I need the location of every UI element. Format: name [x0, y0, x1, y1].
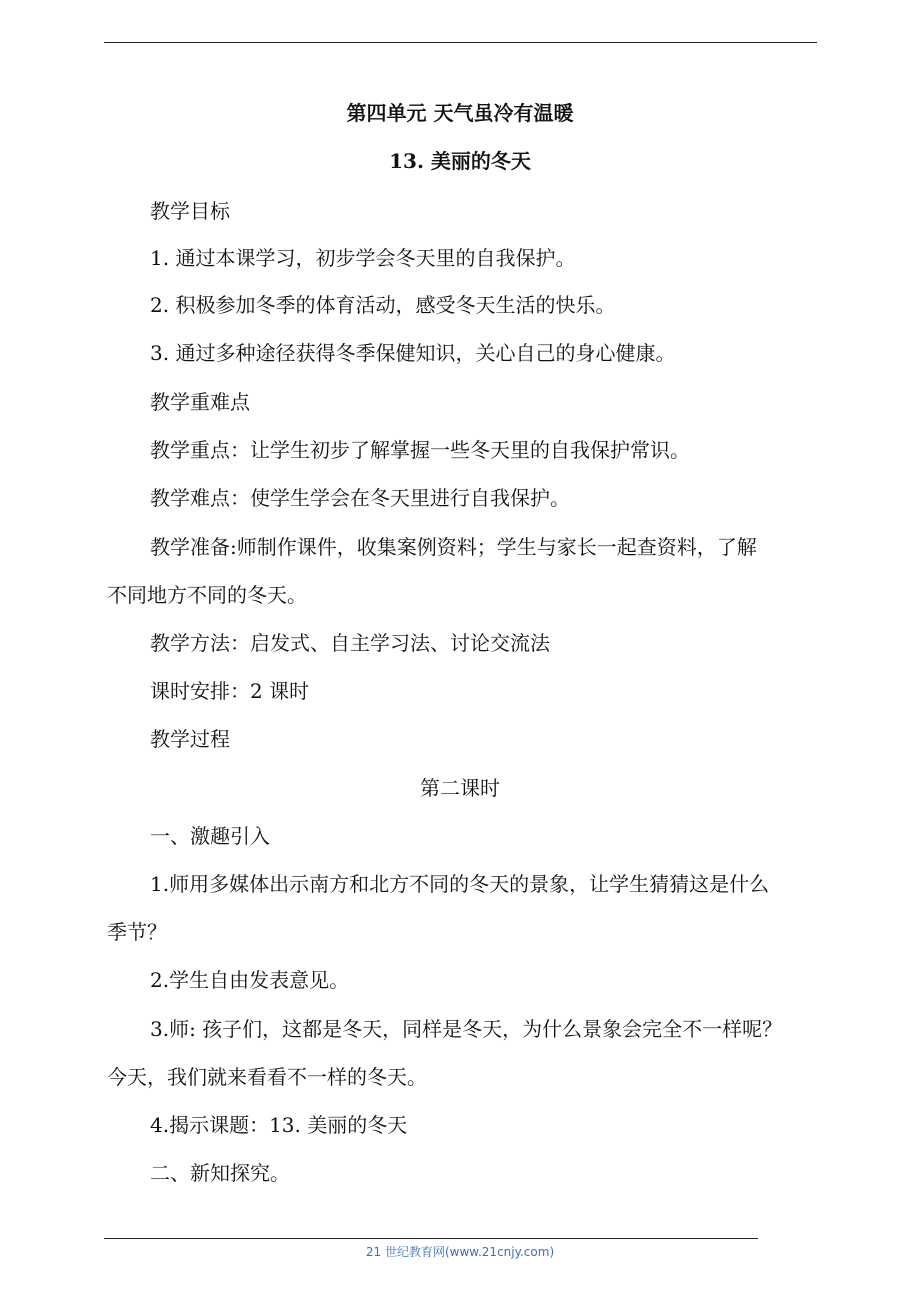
key-point: 教学重点：让学生初步了解掌握一些冬天里的自我保护常识。 [150, 438, 690, 462]
step-3-line-1: 3.师: 孩子们，这都是冬天，同样是冬天，为什么景象会完全不一样呢？ [150, 1017, 783, 1041]
lesson-title: 13. 美丽的冬天 [389, 149, 531, 173]
preparation-line-1: 教学准备:师制作课件，收集案例资料；学生与家长一起查资料，了解 [150, 535, 757, 559]
step-1-line-2: 季节？ [107, 920, 167, 944]
key-points-heading: 教学重难点 [150, 390, 250, 414]
teaching-method: 教学方法：启发式、自主学习法、讨论交流法 [150, 631, 550, 655]
section-2-heading: 二、新知探究。 [150, 1161, 290, 1185]
step-2: 2.学生自由发表意见。 [150, 968, 350, 992]
objective-3: 3. 通过多种途径获得冬季保健知识，关心自己的身心健康。 [150, 341, 676, 365]
objective-2: 2. 积极参加冬季的体育活动，感受冬天生活的快乐。 [150, 293, 616, 317]
period-title: 第二课时 [420, 776, 500, 800]
step-3-line-2: 今天，我们就来看看不一样的冬天。 [107, 1065, 427, 1089]
objectives-heading: 教学目标 [150, 199, 230, 223]
header-rule [104, 42, 817, 43]
schedule: 课时安排：2 课时 [150, 679, 310, 703]
footer-rule [104, 1238, 758, 1239]
unit-title: 第四单元 天气虽冷有温暖 [346, 101, 574, 125]
step-4: 4.揭示课题：13. 美丽的冬天 [150, 1113, 408, 1137]
section-1-heading: 一、激趣引入 [150, 824, 270, 848]
step-1-line-1: 1.师用多媒体出示南方和北方不同的冬天的景象，让学生猜猜这是什么 [150, 872, 770, 896]
difficult-point: 教学难点：使学生学会在冬天里进行自我保护。 [150, 486, 570, 510]
preparation-line-2: 不同地方不同的冬天。 [107, 583, 307, 607]
process-heading: 教学过程 [150, 727, 230, 751]
footer-source: 21 世纪教育网(www.21cnjy.com) [365, 1245, 555, 1259]
objective-1: 1. 通过本课学习，初步学会冬天里的自我保护。 [150, 246, 576, 270]
